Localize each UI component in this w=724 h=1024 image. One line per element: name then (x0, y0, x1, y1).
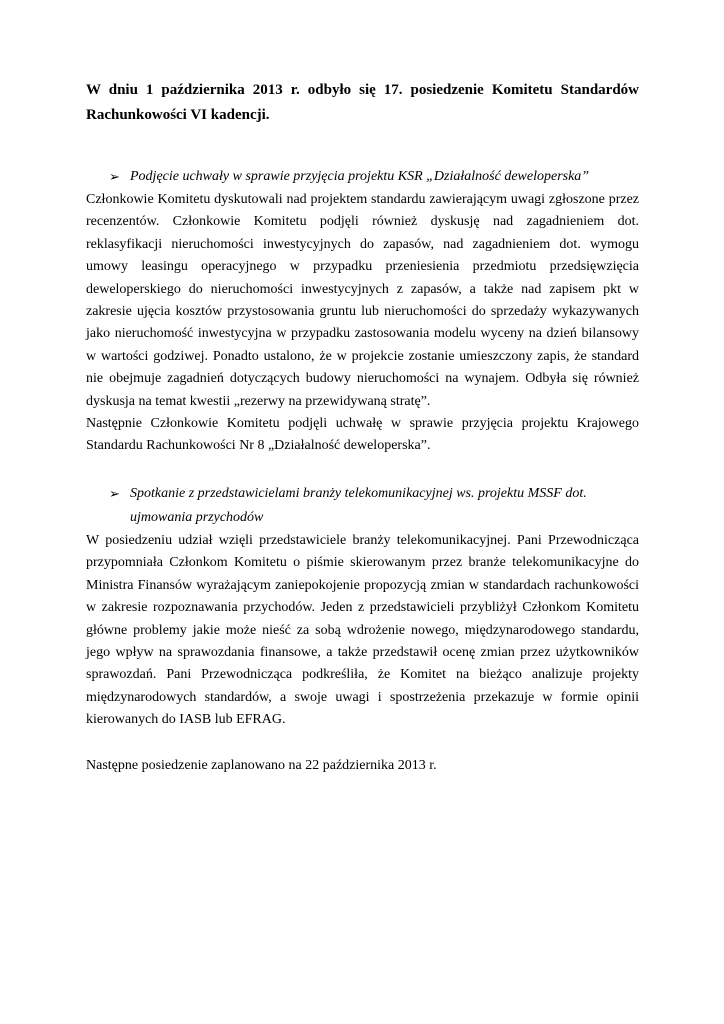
section-title-telecom (86, 482, 639, 530)
document-heading: W dniu 1 października 2013 r. odbyło się 17. posiedzenie Komitetu Standardów Rachunkowości VI kadencji. (86, 82, 639, 123)
closing-note: Następne posiedzenie zaplanowano na 22 października 2013 r. (86, 757, 437, 773)
section-title-text: Podjęcie uchwały w sprawie przyjęcia projektu KSR „Działalność deweloperska” (130, 169, 590, 184)
arrow-bullet-icon: ➢ (109, 485, 120, 501)
section-paragraph: Następnie Członkowie Komitetu podjęli uchwałę w sprawie przyjęcia projektu Krajowego Standardu Rachunkowości Nr 8 „Działalność deweloperska”. (86, 416, 639, 454)
section-title-ksr (86, 165, 639, 189)
document-page (86, 78, 639, 777)
arrow-bullet-icon: ➢ (109, 169, 120, 184)
section-paragraph: Członkowie Komitetu dyskutowali nad projektem standardu zawierającym uwagi zgłoszone przez recenzentów. Członkowie Komitetu podjęli również dyskusję nad zagadnieniem dot. reklasyfikacji nieruchomości inwestycyjnych do zapasów, nad zagadnieniem dot. wymogu umowy leasingu operacyjnego w przypadku przeniesienia przedmiotu przedsięwzięcia deweloperskiego do nieruchomości inwestycyjnych z zapasów, a także nad zapisem pkt w zakresie ujęcia kosztów przystosowania gruntu lub nieruchomości do sprzedaży wykazywanych jako nieruchomość inwestycyjna w przypadku zastosowania modelu wyceny na dzień bilansowy w wartości godziwej. Ponadto ustalono, że w projekcie zostanie umieszczony zapis, że standard nie obejmuje zagadnień dotyczących budowy nieruchomości na wynajem. Odbyła się również dyskusja na temat kwestii „rezerwy na przewidywaną stratę”. (86, 192, 639, 409)
section-paragraph: W posiedzeniu udział wzięli przedstawiciele branży telekomunikacyjnej. Pani Przewodnicząca przypomniała Członkom Komitetu o piśmie skierowanym przez branże telekomunikacyjne do Ministra Finansów wyrażającym zaniepokojenie propozycją zmian w standardach rachunkowości w zakresie rozpoznawania przychodów. Jeden z przedstawicieli przybliżył Członkom Komitetu główne problemy jakie może nieść za sobą wdrożenie nowego, międzynarodowego standardu, jego wpływ na sprawozdania finansowe, a także przedstawił ocenę zmian przez użytkowników sprawozdań. Pani Przewodnicząca podkreśliła, że Komitet na bieżąco analizuje projekty międzynarodowych standardów, a swoje uwagi i spostrzeżenia przekazuje w formie opinii kierowanych do IASB lub EFRAG. (86, 532, 639, 728)
section-title-text: Spotkanie z przedstawicielami branży telekomunikacyjnej ws. projektu MSSF dot. ujmowania przychodów (130, 485, 587, 525)
